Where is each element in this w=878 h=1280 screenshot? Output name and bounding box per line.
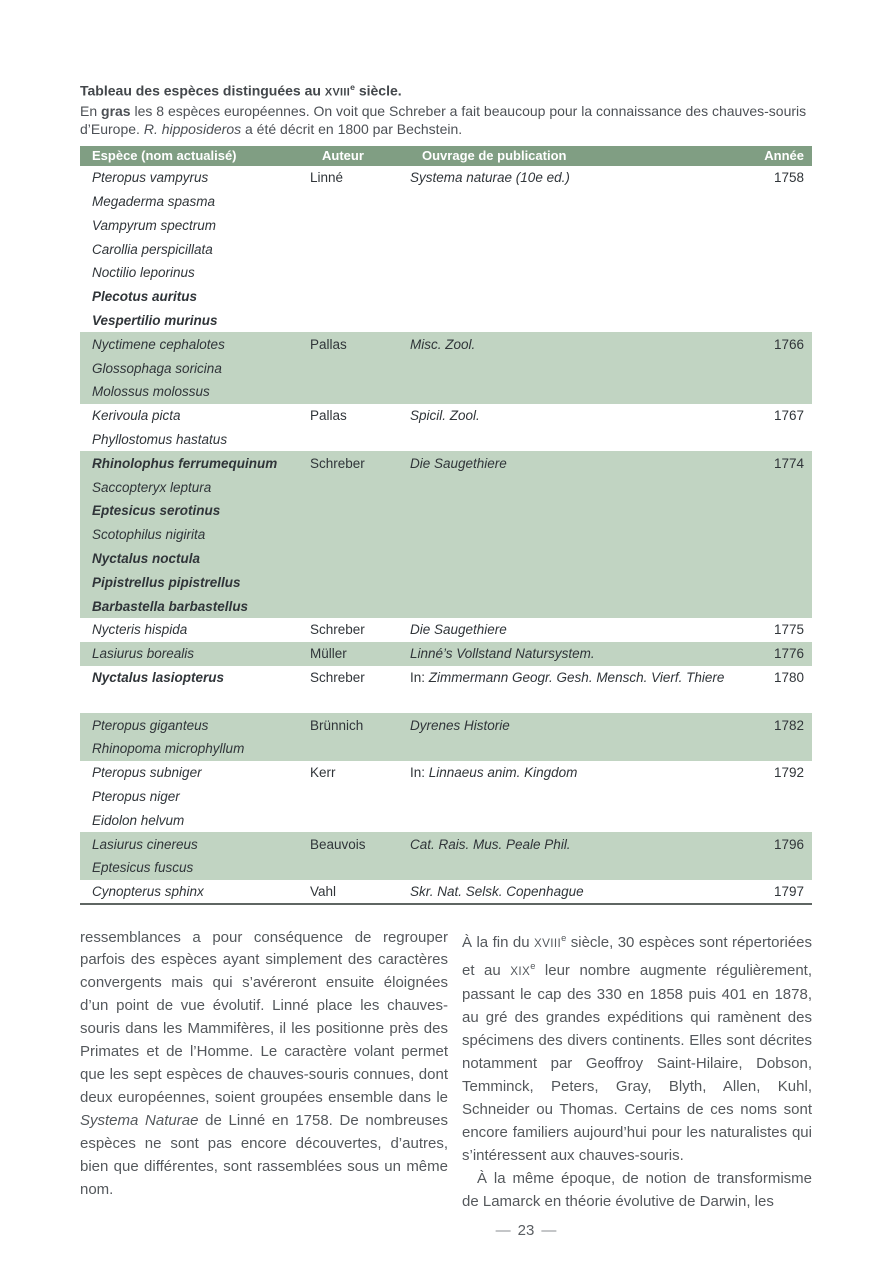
species-name: Pteropus niger <box>92 788 180 804</box>
publication-work <box>410 380 742 404</box>
publication-work <box>410 547 742 571</box>
publication-work <box>410 856 742 880</box>
text-segment: À la fin du <box>462 933 535 951</box>
work-title: Spicil. Zool. <box>410 408 480 424</box>
species-name: Barbastella barbastellus <box>80 594 310 618</box>
footer-dash-right: — <box>541 1222 557 1239</box>
table-row <box>80 570 812 594</box>
paragraph-right-1 <box>462 927 812 1168</box>
publication-work <box>410 428 742 452</box>
publication-work <box>410 880 742 904</box>
author-name: Kerr <box>310 765 336 781</box>
species-name: Vespertilio murinus <box>92 313 218 329</box>
table-row <box>80 761 812 785</box>
work-title: Dyrenes Historie <box>410 717 510 733</box>
author-name <box>310 808 410 832</box>
author-name: Vahl <box>310 883 337 899</box>
publication-year <box>742 594 812 618</box>
table-row <box>80 190 812 214</box>
table-row <box>80 285 812 309</box>
author-name: Müller <box>310 642 410 666</box>
species-name: Lasiurus borealis <box>80 642 310 666</box>
paragraph-left <box>80 927 448 1202</box>
work-title: Skr. Nat. Selsk. Copenhague <box>410 883 584 899</box>
table-caption <box>80 78 812 139</box>
publication-work <box>410 594 742 618</box>
author-name <box>310 237 410 261</box>
table-row <box>80 428 812 452</box>
publication-year: 1780 <box>773 669 804 685</box>
publication-work <box>410 451 742 475</box>
caption-seg: les 8 espèces européennes. On voit que Schreber a fait beaucoup pour la connaissance des chauves-souris d’Europe. <box>80 102 807 138</box>
publication-work <box>410 832 742 856</box>
work-title: Misc. Zool. <box>410 336 476 352</box>
publication-year <box>742 309 812 333</box>
caption-title <box>80 78 812 102</box>
table-row <box>80 832 812 856</box>
species-name: Phyllostomus hastatus <box>92 432 228 447</box>
header-year: Année <box>742 146 812 166</box>
author-name: Brünnich <box>310 713 410 737</box>
publication-work <box>410 808 742 832</box>
ordinal-sup: e <box>530 961 536 972</box>
publication-work <box>410 404 742 428</box>
publication-work <box>410 666 742 690</box>
text-segment: leur nombre augmente régulièrement, passant le cap des 330 en 1858 puis 401 en 1878, au gré des grandes expéditions qui ramènent des spécimens des divers continents. Elles sont décrites notamment par Geoffroy Saint-Hilaire, Dobson, Temminck, Peters, Gray, Blyth, Allen, Kuhl, Schneider ou Thomas. Certains de ces noms sont encore familiers aujourd’hui pour les naturalistes qui s’intéressent aux chauves-souris. <box>462 962 812 1164</box>
author-name: Beauvois <box>310 832 410 856</box>
publication-year <box>742 547 812 571</box>
caption-seg-italic: R. hipposideros <box>143 121 242 138</box>
publication-year: 1796 <box>742 832 812 856</box>
roman-numeral: XIX <box>510 965 531 979</box>
publication-year <box>742 428 812 452</box>
species-name: Nyctalus noctula <box>80 547 310 571</box>
table-row <box>80 737 812 761</box>
work-title: Die Saugethiere <box>410 622 507 638</box>
species-name: Molossus molossus <box>80 380 310 404</box>
species-name: Carollia perspicillata <box>92 241 213 257</box>
table-row <box>80 785 812 809</box>
species-table <box>80 146 812 905</box>
caption-seg: En <box>80 102 102 119</box>
species-name: Saccopteryx leptura <box>80 475 310 499</box>
table-row <box>80 713 812 737</box>
table-row <box>80 404 812 428</box>
table-row <box>80 332 812 356</box>
species-name: Megaderma spasma <box>92 194 216 210</box>
body-column-left <box>80 927 448 1214</box>
caption-ordinal-sup: e <box>350 82 355 92</box>
table-row <box>80 594 812 618</box>
species-name: Plecotus auritus <box>92 289 198 305</box>
page-number: 23 <box>517 1222 535 1239</box>
caption-seg-bold: gras <box>101 102 131 119</box>
publication-year: 1775 <box>773 622 804 638</box>
publication-year: 1758 <box>773 170 804 186</box>
caption-body <box>80 102 812 139</box>
species-name: Nycteris hispida <box>92 622 188 638</box>
species-name: Vampyrum spectrum <box>92 217 217 233</box>
author-name <box>310 261 410 285</box>
publication-year <box>742 190 812 214</box>
species-name: Nyctalus lasiopterus <box>92 669 225 685</box>
table-row <box>80 451 812 475</box>
author-name: Schreber <box>310 622 365 638</box>
publication-year <box>742 785 812 809</box>
text-segment: de Linné en 1758. De nombreuses espèces ne sont pas encore découvertes, d’autres, bien que différentes, sont rassemblées sous un même nom. <box>80 1111 448 1198</box>
publication-year <box>742 237 812 261</box>
table-row <box>80 642 812 666</box>
header-author: Auteur <box>310 146 410 166</box>
publication-work <box>410 785 742 809</box>
publication-year <box>742 213 812 237</box>
table-row <box>80 475 812 499</box>
author-name <box>310 737 410 761</box>
table-row <box>80 666 812 690</box>
species-name: Glossophaga soricina <box>80 356 310 380</box>
author-name: Pallas <box>310 408 347 424</box>
author-name: Linné <box>310 170 344 186</box>
publication-year <box>742 285 812 309</box>
species-name: Cynopterus sphinx <box>92 883 204 899</box>
author-name <box>310 380 410 404</box>
publication-work <box>410 237 742 261</box>
publication-year: 1792 <box>773 765 804 781</box>
species-name: Nyctimene cephalotes <box>80 332 310 356</box>
page-footer <box>160 1222 878 1239</box>
caption-roman-numeral: XVIII <box>324 86 351 99</box>
publication-year <box>742 499 812 523</box>
publication-year: 1782 <box>742 713 812 737</box>
publication-year: 1767 <box>773 408 804 424</box>
publication-year: 1774 <box>742 451 812 475</box>
body-column-right <box>462 927 812 1214</box>
author-name <box>310 213 410 237</box>
author-name <box>310 428 410 452</box>
paragraph-right-2: À la même époque, de notion de transformisme de Lamarck en théorie évolutive de Darwin, les <box>462 1169 812 1210</box>
publication-year <box>742 570 812 594</box>
species-name: Scotophilus nigirita <box>80 523 310 547</box>
author-name <box>310 570 410 594</box>
publication-year: 1766 <box>742 332 812 356</box>
table-row <box>80 808 812 832</box>
table-row <box>80 261 812 285</box>
species-name: Pteropus vampyrus <box>92 170 209 186</box>
table-row <box>80 356 812 380</box>
author-name: Pallas <box>310 332 410 356</box>
author-name <box>310 594 410 618</box>
species-name: Eptesicus serotinus <box>80 499 310 523</box>
body-columns <box>80 927 812 1214</box>
publication-work <box>410 713 742 737</box>
table-row <box>80 237 812 261</box>
species-name: Pteropus giganteus <box>80 713 310 737</box>
caption-seg: a été décrit en 1800 par Bechstein. <box>241 121 463 138</box>
roman-numeral: XVIII <box>534 936 562 950</box>
species-name: Eptesicus fuscus <box>80 856 310 880</box>
caption-title-pre: Tableau des espèces distinguées au <box>80 82 325 99</box>
table-row <box>80 166 812 190</box>
author-name <box>310 309 410 333</box>
text-segment: ressemblances a pour conséquence de regrouper parfois des espèces ayant simplement des caractères convergents mais qui s’avéreront ensuite éloignées d’un point de vue évolutif. Linné place les chauves-souris dans les Mammifères, il les positionne près des Primates et de l’Homme. Le caractère volant permet que les sept espèces de chauves-souris connues, dont deux européennes, soient groupées ensemble dans le <box>80 928 448 1106</box>
publication-work <box>410 166 742 190</box>
table-row <box>80 523 812 547</box>
species-table-body <box>80 166 812 904</box>
table-row <box>80 547 812 571</box>
author-name <box>310 475 410 499</box>
table-row <box>80 499 812 523</box>
work-title: Zimmermann Geogr. Gesh. Mensch. Vierf. Thiere <box>428 669 725 685</box>
author-name <box>310 499 410 523</box>
species-name: Pteropus subniger <box>92 765 202 781</box>
work-title: Linné’s Vollstand Natursystem. <box>410 646 595 662</box>
work-title: Die Saugethiere <box>410 455 507 471</box>
table-row <box>80 309 812 333</box>
work-title: Cat. Rais. Mus. Peale Phil. <box>410 836 571 852</box>
table-header-row <box>80 146 812 166</box>
author-name <box>310 856 410 880</box>
publication-work <box>410 190 742 214</box>
author-name: Schreber <box>310 451 410 475</box>
work-prefix: In: <box>410 669 429 685</box>
publication-work <box>410 285 742 309</box>
publication-year: 1776 <box>742 642 812 666</box>
publication-work <box>410 332 742 356</box>
table-row <box>80 856 812 880</box>
author-name <box>310 523 410 547</box>
page-content <box>80 0 812 1239</box>
publication-year <box>742 261 812 285</box>
publication-work <box>410 261 742 285</box>
species-name: Rhinopoma microphyllum <box>80 737 310 761</box>
species-name: Noctilio leporinus <box>92 265 195 281</box>
publication-work <box>410 570 742 594</box>
species-name: Lasiurus cinereus <box>80 832 310 856</box>
publication-year <box>742 356 812 380</box>
author-name <box>310 547 410 571</box>
header-work: Ouvrage de publication <box>410 146 742 166</box>
table-spacer-cell <box>80 689 812 713</box>
species-name: Eidolon helvum <box>92 812 185 828</box>
author-name <box>310 785 410 809</box>
publication-work <box>410 213 742 237</box>
footer-dash-left: — <box>495 1222 511 1239</box>
ordinal-sup: e <box>561 932 567 943</box>
publication-year <box>742 380 812 404</box>
work-title: Linnaeus anim. Kingdom <box>428 765 578 781</box>
text-segment: siècle, 30 espèces sont répertoriées et au <box>462 933 812 980</box>
publication-work <box>410 642 742 666</box>
species-name: Kerivoula picta <box>92 408 181 424</box>
publication-work <box>410 309 742 333</box>
author-name <box>310 190 410 214</box>
table-row <box>80 618 812 642</box>
publication-year <box>742 737 812 761</box>
work-title: Systema naturae (10e ed.) <box>410 170 570 186</box>
publication-year: 1797 <box>773 883 804 899</box>
author-name <box>310 285 410 309</box>
author-name <box>310 356 410 380</box>
species-name: Rhinolophus ferrumequinum <box>80 451 310 475</box>
table-row <box>80 213 812 237</box>
work-prefix: In: <box>410 765 429 781</box>
publication-work <box>410 356 742 380</box>
publication-year <box>742 475 812 499</box>
table-row <box>80 380 812 404</box>
publication-year <box>742 523 812 547</box>
table-spacer-row <box>80 689 812 713</box>
caption-title-post: siècle. <box>354 82 402 99</box>
publication-work <box>410 618 742 642</box>
species-table-head <box>80 146 812 166</box>
text-segment-italic: Systema Naturae <box>80 1111 199 1129</box>
publication-year <box>742 808 812 832</box>
publication-work <box>410 475 742 499</box>
publication-work <box>410 761 742 785</box>
publication-work <box>410 499 742 523</box>
header-species: Espèce (nom actualisé) <box>80 146 310 166</box>
species-name: Pipistrellus pipistrellus <box>80 570 310 594</box>
table-row <box>80 880 812 904</box>
publication-work <box>410 523 742 547</box>
author-name: Schreber <box>310 669 365 685</box>
publication-work <box>410 737 742 761</box>
publication-year <box>742 856 812 880</box>
